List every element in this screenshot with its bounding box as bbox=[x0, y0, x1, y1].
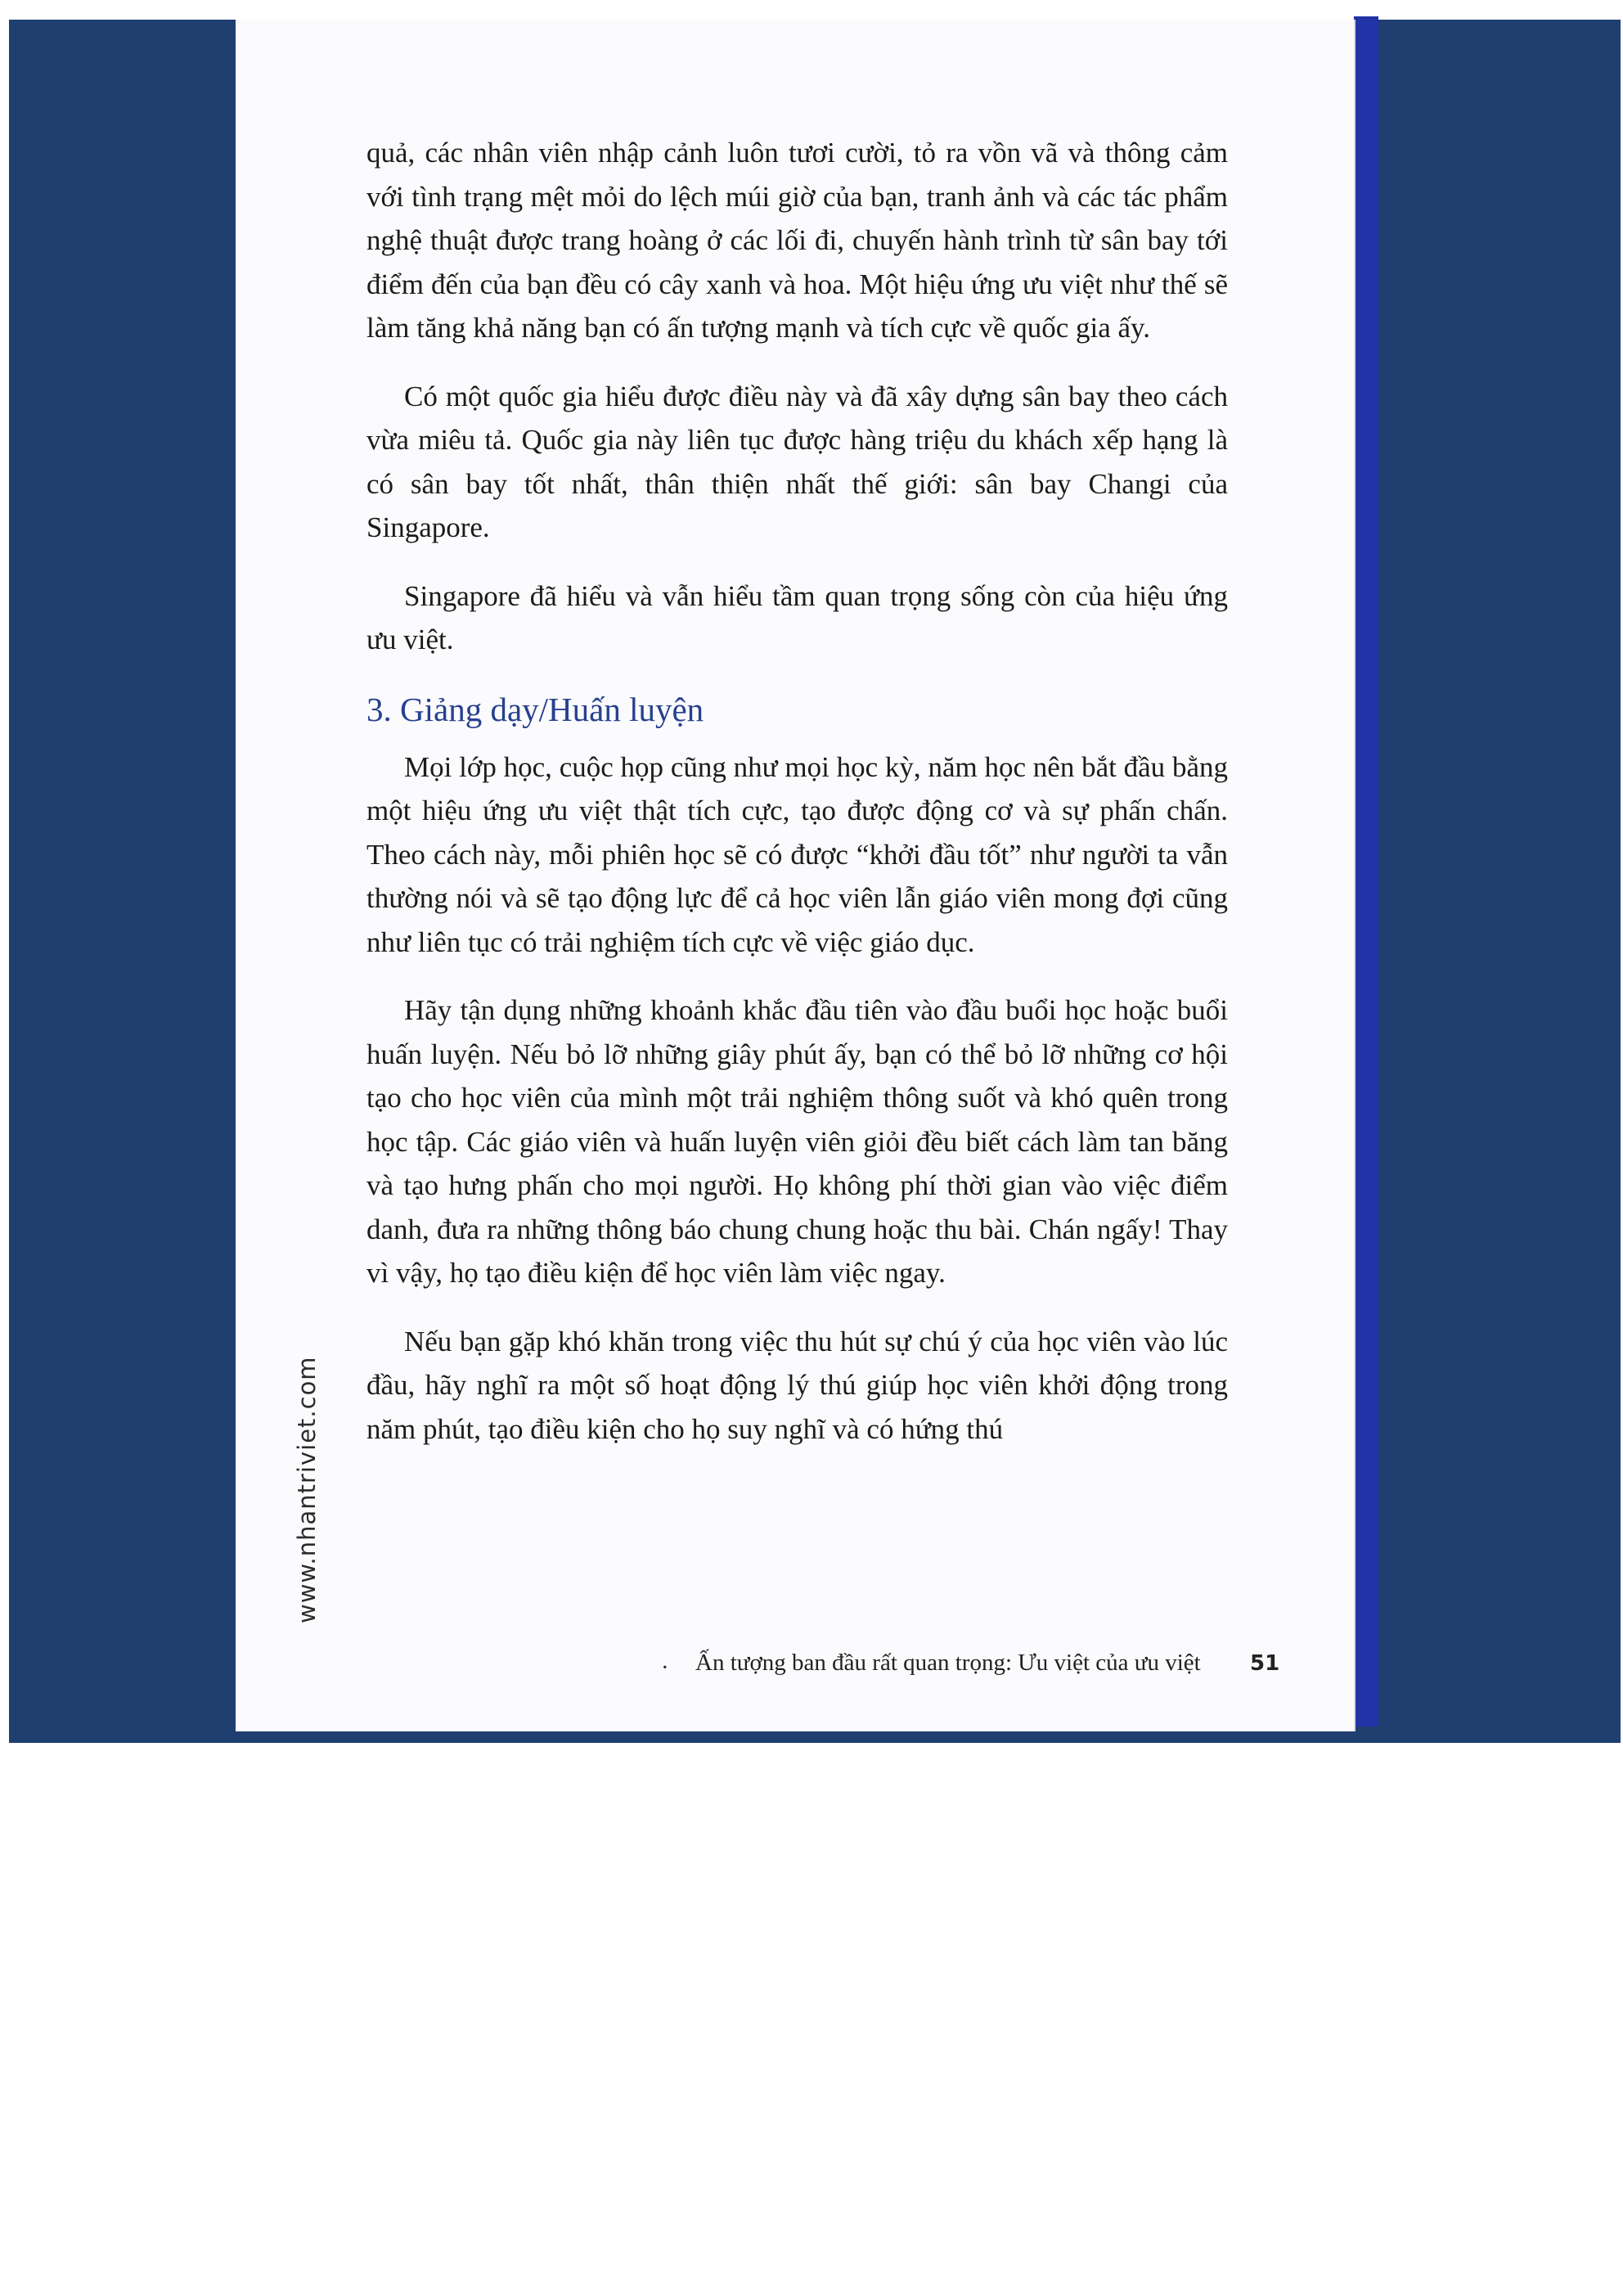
paragraph-2: Có một quốc gia hiểu được điều này và đã xây dựng sân bay theo cách vừa miêu tả. Quốc gia này liên tục được hàng triệu du khách xếp hạng là có sân bay tốt nhất, thân thiện nhất thế giới: sân bay Changi của Singapore. bbox=[366, 380, 1228, 543]
section-heading: 3. Giảng dạy/Huấn luyện bbox=[366, 690, 704, 728]
body-text bbox=[366, 131, 1228, 1475]
page-number: 51 bbox=[1250, 1651, 1280, 1676]
footer-dot: · bbox=[661, 1654, 669, 1681]
page-edge bbox=[1354, 16, 1378, 1727]
running-title: Ấn tượng ban đầu rất quan trọng: Ưu việt của ưu việt bbox=[695, 1650, 1201, 1676]
paragraph-5: Hãy tận dụng những khoảnh khắc đầu tiên vào đầu buổi học hoặc buổi huấn luyện. Nếu bỏ lỡ những giây phút ấy, bạn có thể bỏ lỡ những cơ hội tạo cho học viên của mình một trải nghiệm thông suốt và khó quên trong học tập. Các giáo viên và huấn luyện viên giỏi đều biết cách làm tan băng và tạo hưng phấn cho mọi người. Họ không phí thời gian vào việc điểm danh, đưa ra những thông báo chung chung hoặc thu bài. Chán ngấy! Thay vì vậy, họ tạo điều kiện để học viên làm việc ngay. bbox=[366, 994, 1228, 1289]
book-page bbox=[236, 20, 1354, 1731]
paragraph-6: Nếu bạn gặp khó khăn trong việc thu hút sự chú ý của học viên vào lúc đầu, hãy nghĩ ra một số hoạt động lý thú giúp học viên khởi động trong năm phút, tạo điều kiện cho họ suy nghĩ và có hứng thú bbox=[366, 1325, 1228, 1445]
paragraph-3: Singapore đã hiểu và vẫn hiểu tầm quan trọng sống còn của hiệu ứng ưu việt. bbox=[366, 579, 1228, 655]
side-watermark-url: www.nhantriviet.com bbox=[293, 1356, 321, 1623]
paragraph-1: quả, các nhân viên nhập cảnh luôn tươi cười, tỏ ra vồn vã và thông cảm với tình trạng mệt mỏi do lệch múi giờ của bạn, tranh ảnh và các tác phẩm nghệ thuật được trang hoàng ở các lối đi, chuyến hành trình từ sân bay tới điểm đến của bạn đều có cây xanh và hoa. Một hiệu ứng ưu việt như thế sẽ làm tăng khả năng bạn có ấn tượng mạnh và tích cực về quốc gia ấy. bbox=[366, 137, 1228, 344]
paragraph-4: Mọi lớp học, cuộc họp cũng như mọi học kỳ, năm học nên bắt đầu bằng một hiệu ứng ưu việt thật tích cực, tạo được động cơ và sự phấn chấn. Theo cách này, mỗi phiên học sẽ có được “khởi đầu tốt” như người ta vẫn thường nói và sẽ tạo động lực để cả học viên lẫn giáo viên mong đợi cũng như liên tục có trải nghiệm tích cực về việc giáo dục. bbox=[366, 750, 1228, 958]
